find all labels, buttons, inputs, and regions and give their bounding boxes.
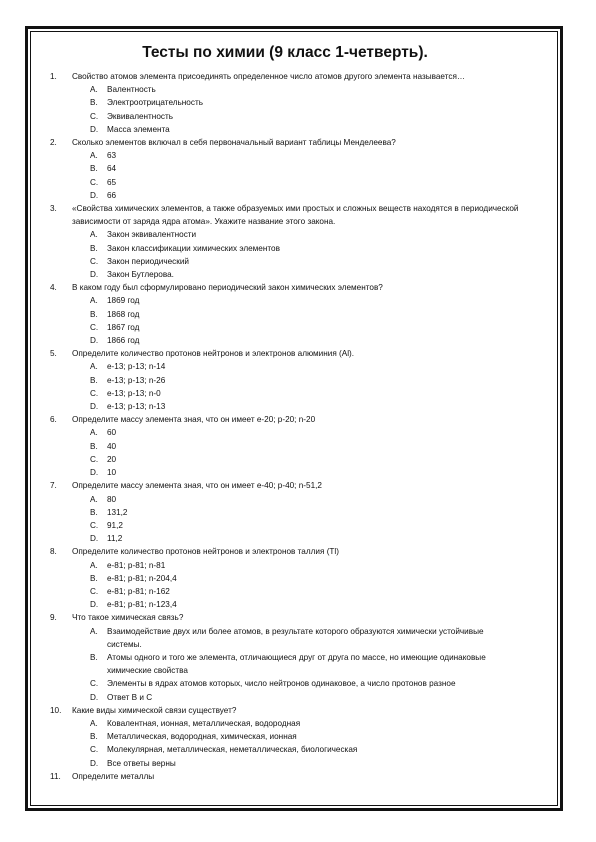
option-letter: D. (90, 600, 99, 610)
question-number: 5. (50, 349, 57, 359)
question-text: Свойство атомов элемента присоединять определенное число атомов другого элемента называется… (72, 72, 466, 81)
option-letter: C. (90, 586, 99, 596)
answer-option (90, 691, 520, 704)
question-number: 1. (50, 72, 57, 81)
question-item (50, 347, 520, 413)
answer-options (90, 625, 520, 704)
option-letter: C. (90, 322, 99, 332)
option-text: Ковалентная, ионная, металлическая, водородная (107, 718, 301, 728)
answer-option (90, 453, 520, 466)
answer-option (90, 294, 520, 307)
option-text: e-13; p-13; n-14 (107, 362, 166, 372)
option-letter: C. (90, 177, 99, 187)
question-number: 7. (50, 481, 57, 491)
answer-option (90, 400, 520, 413)
answer-option (90, 387, 520, 400)
option-text: Валентность (107, 85, 156, 95)
answer-option (90, 506, 520, 519)
option-text: e-81; p-81; n-204,4 (107, 573, 177, 583)
option-text: Ответ B и C (107, 692, 153, 702)
question-text: Сколько элементов включал в себя первоначальный вариант таблицы Менделеева? (72, 138, 396, 148)
answer-option (90, 651, 520, 677)
option-text: Атомы одного и того же элемента, отличающиеся друг от друга по массе, но имеющие одинаковые химические свойства (107, 652, 486, 676)
option-text: 131,2 (107, 507, 128, 517)
option-text: Закон классификации химических элементов (107, 243, 280, 253)
option-letter: C. (90, 388, 99, 398)
question-number: 4. (50, 283, 57, 293)
option-text: 91,2 (107, 520, 123, 530)
answer-options (90, 83, 520, 136)
answer-options (90, 294, 520, 347)
answer-options (90, 493, 520, 546)
answer-option (90, 426, 520, 439)
option-letter: A. (90, 362, 98, 372)
option-letter: A. (90, 626, 98, 636)
option-letter: C. (90, 520, 99, 530)
answer-option (90, 717, 520, 730)
answer-option (90, 308, 520, 321)
option-letter: D. (90, 190, 99, 200)
option-letter: D. (90, 758, 99, 768)
question-list (50, 70, 520, 783)
question-number: 8. (50, 547, 57, 557)
option-letter: C. (90, 111, 99, 121)
question-text: Что такое химическая связь? (72, 613, 184, 623)
option-letter: C. (90, 745, 99, 755)
question-text: Определите массу элемента зная, что он имеет e-20; p-20; n-20 (72, 415, 316, 425)
page-title: Тесты по химии (9 класс 1-четверть). (142, 44, 428, 61)
question-item (50, 136, 520, 202)
question-line (50, 704, 520, 717)
option-text: 63 (107, 151, 117, 161)
question-item (50, 545, 520, 611)
question-text: Определите количество протонов нейтронов и электронов таллия (Tl) (72, 547, 339, 557)
option-text: e-13; p-13; n-13 (107, 402, 166, 412)
answer-option (90, 123, 520, 136)
answer-option (90, 559, 520, 572)
option-text: 60 (107, 428, 117, 438)
option-letter: A. (90, 151, 98, 161)
question-item (50, 202, 520, 281)
option-letter: D. (90, 124, 99, 134)
answer-option (90, 743, 520, 756)
answer-option (90, 360, 520, 373)
question-number: 6. (50, 415, 57, 425)
answer-option (90, 96, 520, 109)
answer-options (90, 360, 520, 413)
question-item (50, 70, 520, 136)
answer-option (90, 321, 520, 334)
question-number: 3. (50, 204, 57, 214)
answer-option (90, 83, 520, 96)
question-line (50, 479, 520, 492)
option-text: 80 (107, 494, 117, 504)
option-letter: A. (90, 428, 98, 438)
question-item (50, 704, 520, 770)
option-text: e-81; p-81; n-162 (107, 586, 170, 596)
answer-option (90, 374, 520, 387)
option-text: 1868 год (107, 309, 140, 319)
option-letter: D. (90, 270, 99, 280)
question-line (50, 770, 520, 783)
option-letter: C. (90, 454, 99, 464)
question-line (50, 347, 520, 360)
question-line (50, 70, 520, 83)
answer-option (90, 189, 520, 202)
option-text: 20 (107, 454, 117, 464)
option-letter: D. (90, 468, 99, 478)
option-letter: A. (90, 560, 98, 570)
answer-option (90, 757, 520, 770)
option-text: Закон периодический (107, 256, 190, 266)
question-item (50, 770, 520, 783)
option-letter: A. (90, 718, 98, 728)
answer-option (90, 677, 520, 690)
answer-options (90, 228, 520, 281)
question-number: 2. (50, 138, 57, 148)
option-letter: B. (90, 375, 98, 385)
question-number: 9. (50, 613, 57, 623)
option-text: 1867 год (107, 322, 140, 332)
answer-option (90, 532, 520, 545)
option-letter: B. (90, 243, 98, 253)
option-letter: B. (90, 309, 98, 319)
question-text: Определите металлы (72, 771, 155, 781)
question-text: Определите массу элемента зная, что он имеет e-40; p-40; n-51,2 (72, 481, 322, 491)
answer-option (90, 519, 520, 532)
answer-option (90, 110, 520, 123)
answer-option (90, 334, 520, 347)
answer-option (90, 162, 520, 175)
question-item (50, 479, 520, 545)
question-line (50, 611, 520, 624)
question-item (50, 281, 520, 347)
answer-options (90, 149, 520, 202)
option-letter: B. (90, 441, 98, 451)
answer-option (90, 598, 520, 611)
option-text: Электроотрицательность (107, 98, 203, 108)
option-letter: C. (90, 679, 99, 689)
answer-option (90, 466, 520, 479)
option-text: Металлическая, водородная, химическая, ионная (107, 732, 297, 742)
option-text: 1869 год (107, 296, 140, 306)
question-number: 11. (50, 771, 61, 781)
answer-option (90, 730, 520, 743)
answer-option (90, 572, 520, 585)
option-letter: C. (90, 256, 99, 266)
option-letter: B. (90, 507, 98, 517)
answer-options (90, 426, 520, 479)
option-letter: B. (90, 652, 98, 662)
answer-option (90, 625, 520, 651)
option-letter: B. (90, 164, 98, 174)
option-text: Эквивалентность (107, 111, 173, 121)
answer-option (90, 255, 520, 268)
question-text: Определите количество протонов нейтронов и электронов алюминия (Al). (72, 349, 355, 359)
question-line (50, 413, 520, 426)
option-text: Молекулярная, металлическая, неметаллическая, биологическая (107, 745, 358, 755)
answer-option (90, 228, 520, 241)
option-letter: D. (90, 534, 99, 544)
question-text: «Свойства химических элементов, а также образуемых ими простых и сложных веществ находятся в периодической зависимости от заряда ядра атома». Укажите название этого закона. (72, 204, 519, 227)
answer-option (90, 440, 520, 453)
question-item (50, 413, 520, 479)
option-letter: A. (90, 494, 98, 504)
question-line (50, 136, 520, 149)
option-letter: A. (90, 230, 98, 240)
answer-options (90, 717, 520, 770)
question-number: 10. (50, 705, 62, 715)
option-text: 64 (107, 164, 117, 174)
question-text: Какие виды химической связи существует? (72, 705, 237, 715)
option-text: e-13; p-13; n-0 (107, 388, 161, 398)
option-text: 10 (107, 468, 117, 478)
option-letter: D. (90, 336, 99, 346)
question-item (50, 611, 520, 703)
answer-options (90, 559, 520, 612)
question-line (50, 202, 520, 228)
answer-option (90, 149, 520, 162)
option-text: Все ответы верны (107, 758, 176, 768)
answer-option (90, 493, 520, 506)
option-text: 65 (107, 177, 117, 187)
option-text: e-81; p-81; n-123,4 (107, 600, 177, 610)
answer-option (90, 268, 520, 281)
option-text: Взаимодействие двух или более атомов, в результате которого образуются химически устойчивые системы. (107, 626, 484, 649)
option-letter: B. (90, 573, 98, 583)
option-letter: B. (90, 98, 98, 108)
question-text: В каком году был сформулировано периодический закон химических элементов? (72, 283, 383, 293)
test-document (50, 40, 520, 783)
question-line (50, 545, 520, 558)
option-text: e-81; p-81; n-81 (107, 560, 166, 570)
option-text: Закон эквивалентности (107, 230, 197, 240)
option-text: Масса элемента (107, 124, 170, 134)
option-letter: B. (90, 732, 98, 742)
option-letter: D. (90, 402, 99, 412)
option-text: Закон Бутлерова. (107, 270, 174, 280)
answer-option (90, 242, 520, 255)
question-line (50, 281, 520, 294)
option-text: 40 (107, 441, 117, 451)
option-letter: A. (90, 296, 98, 306)
option-text: 1866 год (107, 336, 140, 346)
option-letter: D. (90, 692, 99, 702)
answer-option (90, 585, 520, 598)
option-text: 11,2 (107, 534, 123, 544)
answer-option (90, 176, 520, 189)
option-text: e-13; p-13; n-26 (107, 375, 166, 385)
option-letter: A. (90, 85, 98, 95)
option-text: 66 (107, 190, 117, 200)
option-text: Элементы в ядрах атомов которых, число нейтронов одинаковое, а число протонов разное (107, 679, 456, 689)
